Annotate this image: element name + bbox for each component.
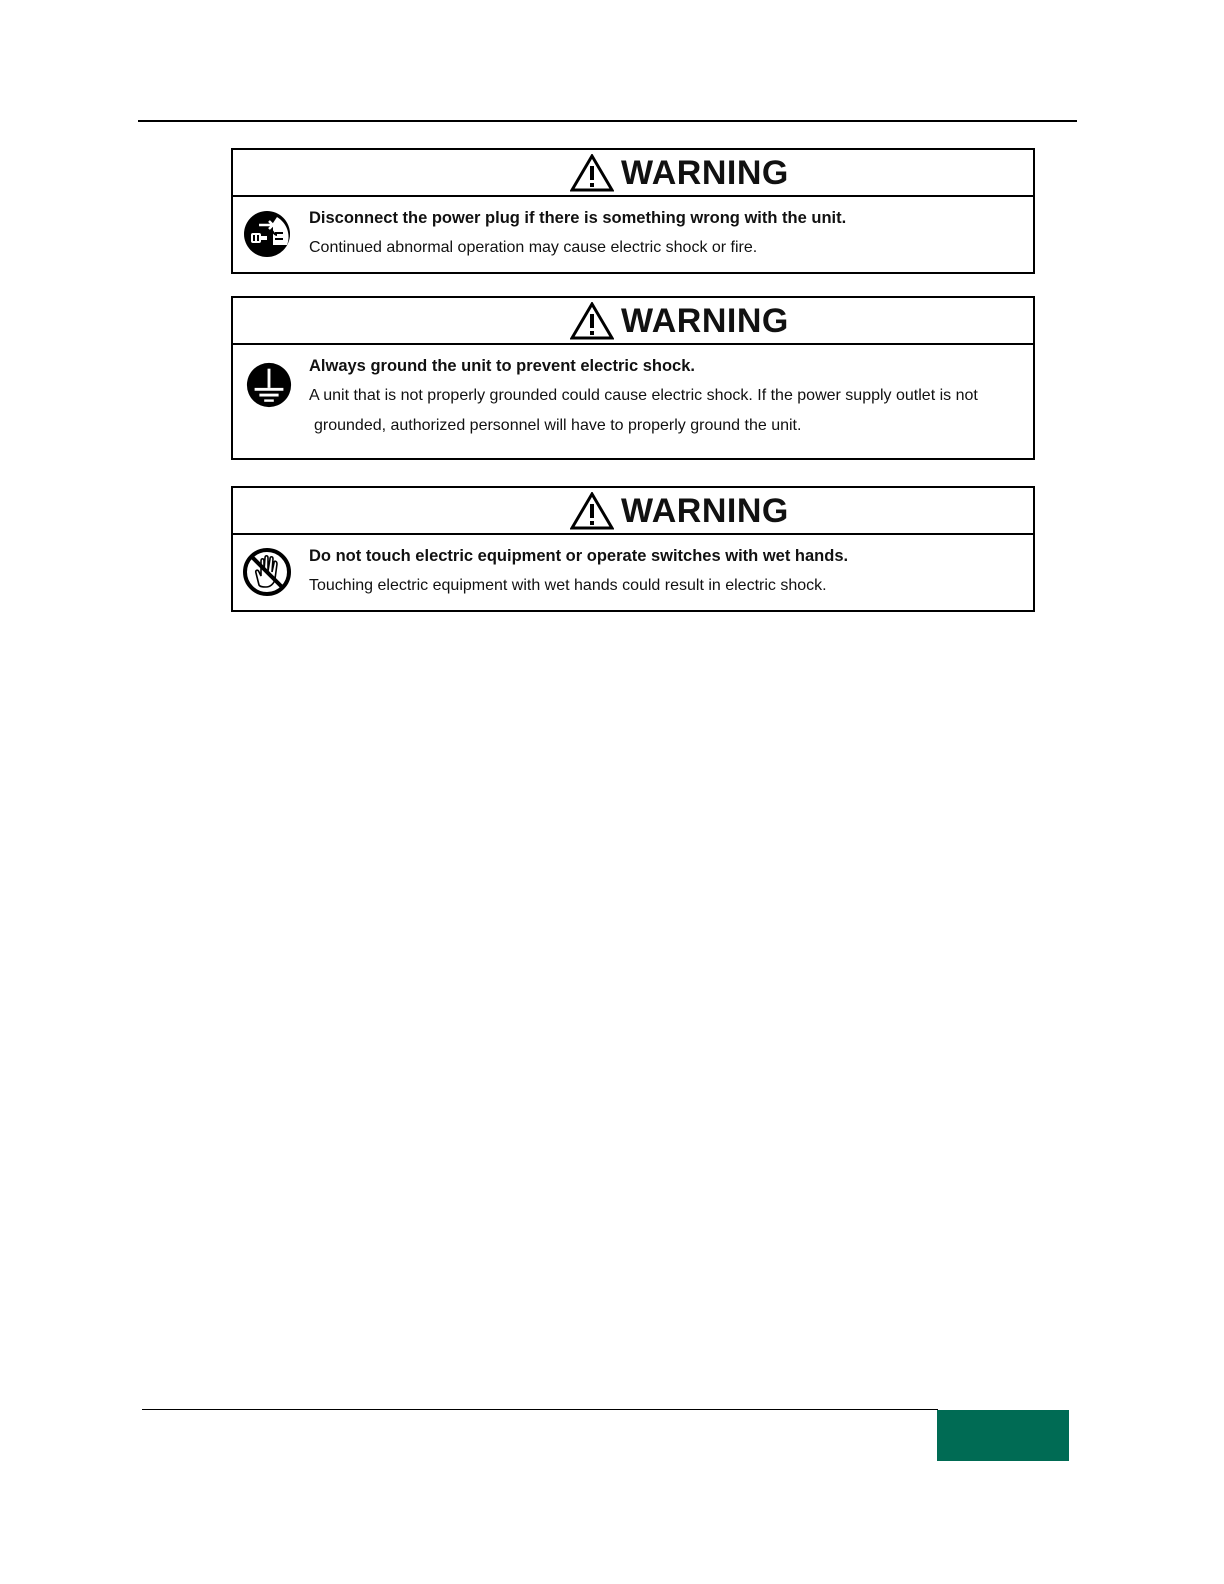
warning-header [233, 488, 1033, 535]
warning-headline: Do not touch electric equipment or operate switches with wet hands. [309, 547, 849, 565]
warning-detail-line2: grounded, authorized personnel will have to properly ground the unit. [314, 417, 802, 434]
warning-headline: Always ground the unit to prevent electric shock. [309, 357, 695, 375]
no-wet-hands-icon [242, 547, 292, 597]
header-rule [138, 120, 1077, 122]
footer-accent-block [937, 1410, 1069, 1461]
unplug-power-icon [243, 209, 293, 259]
footer-rule [142, 1409, 938, 1410]
warning-detail-line1: A unit that is not properly grounded could cause electric shock. If the power supply outlet is not [309, 387, 978, 404]
warning-header [233, 298, 1033, 345]
warning-detail: Touching electric equipment with wet hands could result in electric shock. [309, 577, 827, 594]
warning-box-wet-hands [231, 486, 1035, 612]
warning-title: WARNING [621, 492, 789, 530]
warning-box-unplug [231, 148, 1035, 274]
warning-header [233, 150, 1033, 197]
warning-title: WARNING [621, 302, 789, 340]
warning-triangle-icon [570, 492, 614, 530]
warning-title: WARNING [621, 154, 789, 192]
warning-headline: Disconnect the power plug if there is something wrong with the unit. [309, 209, 847, 227]
warning-triangle-icon [570, 302, 614, 340]
warning-box-ground [231, 296, 1035, 460]
ground-icon [245, 361, 293, 409]
warning-detail: Continued abnormal operation may cause electric shock or fire. [309, 239, 758, 256]
warning-triangle-icon [570, 154, 614, 192]
